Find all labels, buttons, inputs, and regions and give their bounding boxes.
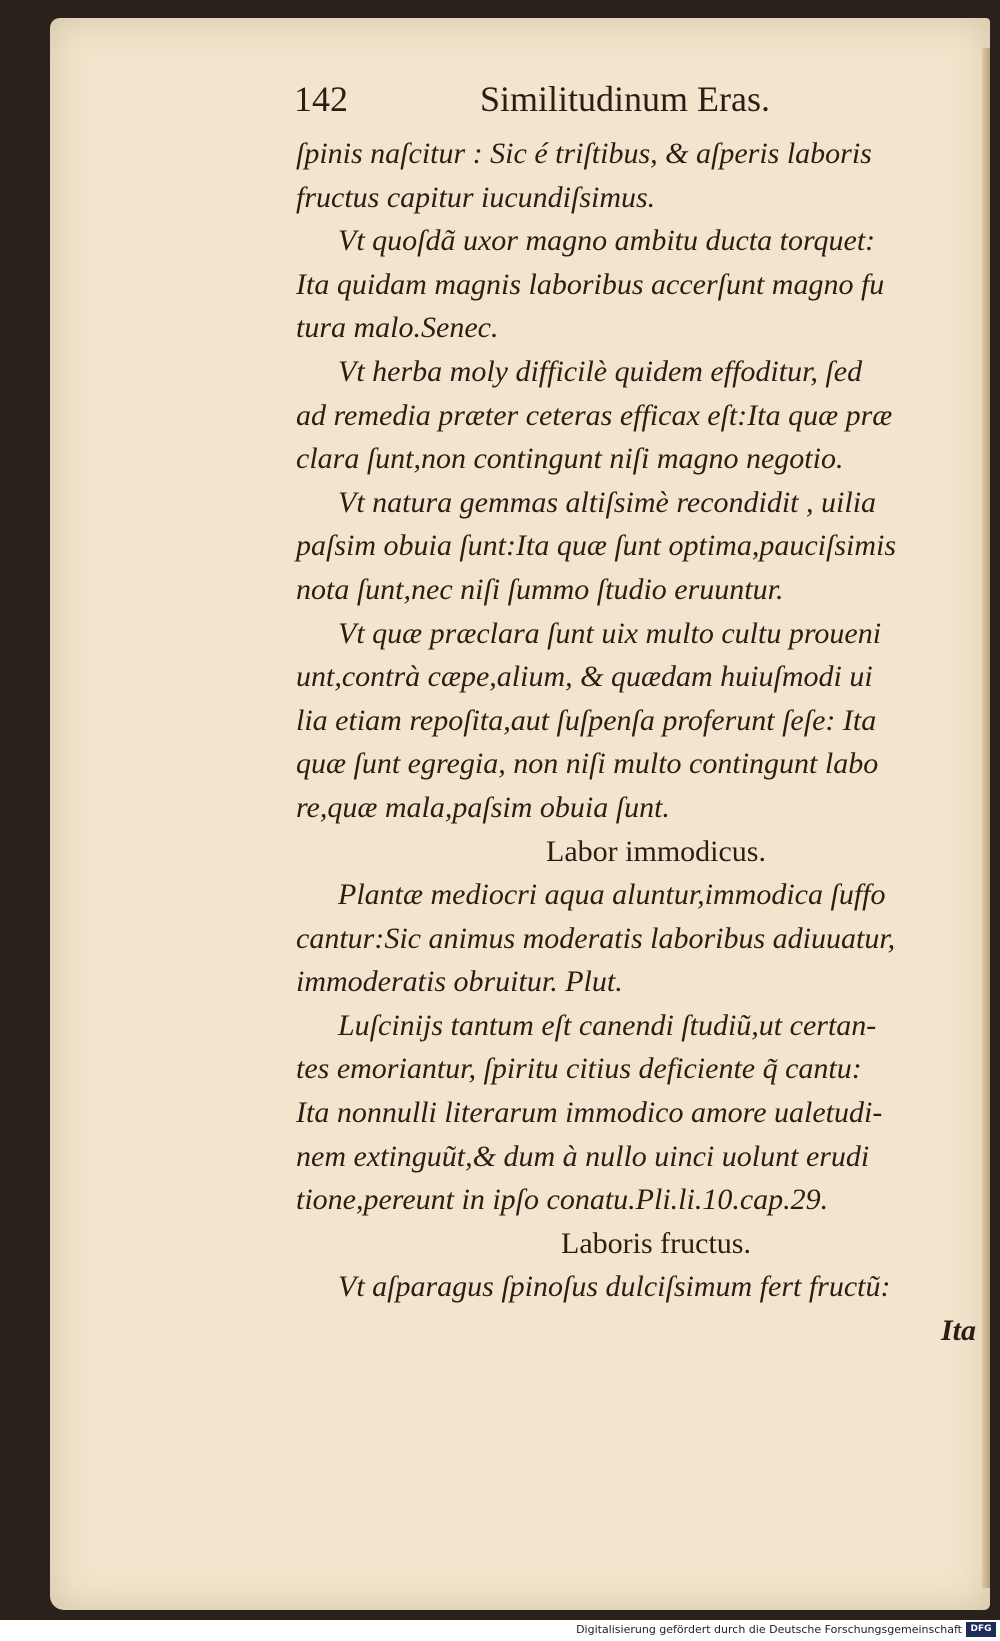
text-line: Vt aſparagus ſpinoſus dulciſsimum fert fructũ: (338, 1270, 891, 1304)
text-line: paſsim obuia ſunt:Ita quæ ſunt optima,pauciſsimis (296, 529, 897, 563)
body-text (296, 132, 976, 1353)
text-line: ſpinis naſcitur : Sic é triſtibus, & aſperis laboris (296, 137, 872, 170)
running-title: Similitudinum Eras. (480, 79, 771, 119)
text-line: nota ſunt,nec niſi ſummo ſtudio eruuntur. (296, 572, 784, 606)
text-line: tura malo.Senec. (296, 311, 499, 345)
dfg-logo: DFG (966, 1622, 996, 1637)
text-line: lia etiam repoſita,aut ſuſpenſa proferunt ſeſe: Ita (296, 703, 877, 737)
text-line: clara ſunt,non contingunt niſi magno negotio. (296, 442, 844, 476)
text-line: Ita nonnulli literarum immodico amore ualetudi- (296, 1096, 883, 1130)
text-line: Luſcinijs tantum eſt canendi ſtudiũ,ut certan- (338, 1008, 877, 1042)
text-line: cantur:Sic animus moderatis laboribus adiuuatur, (296, 921, 896, 955)
text-line: Ita quidam magnis laboribus accerſunt magno fu (296, 267, 885, 301)
text-line: immoderatis obruitur. Plut. (296, 965, 623, 999)
section-heading: Labor immodicus. (546, 834, 766, 868)
text-line: Vt quæ præclara ſunt uix multo cultu proueni (338, 616, 882, 650)
text-line: fructus capitur iucundiſsimus. (296, 180, 656, 214)
digitization-footer (0, 1620, 1000, 1641)
text-line: tione,pereunt in ipſo conatu.Pli.li.10.cap.29. (296, 1183, 829, 1217)
footer-credit: Digitalisierung gefördert durch die Deutsche Forschungsgemeinschaft (576, 1623, 962, 1636)
text-line: Vt quoſdã uxor magno ambitu ducta torquet: (338, 224, 876, 258)
text-line: tes emoriantur, ſpiritu citius deficiente q̃ cantu: (296, 1052, 862, 1086)
text-line: nem extinguũt,& dum à nullo uinci uolunt erudi (296, 1139, 870, 1173)
text-line: Vt herba moly difficilè quidem effoditur, ſed (338, 354, 863, 388)
text-line: re,quæ mala,paſsim obuia ſunt. (296, 790, 670, 824)
page-header (294, 78, 814, 128)
page-number: 142 (294, 79, 348, 119)
text-line: ad remedia præter ceteras efficax eſt:Ita quæ præ (296, 398, 893, 432)
section-heading: Laboris fructus. (561, 1226, 751, 1260)
catchword: Ita (940, 1314, 976, 1348)
page-edge (982, 48, 990, 1588)
text-line: unt,contrà cæpe,alium, & quædam huiuſmodi ui (296, 660, 873, 694)
text-line: Vt natura gemmas altiſsimè recondidit , uilia (338, 485, 877, 519)
text-line: Plantæ mediocri aqua aluntur,immodica ſuffo (338, 878, 886, 912)
text-line: quæ ſunt egregia, non niſi multo contingunt labo (296, 747, 879, 781)
